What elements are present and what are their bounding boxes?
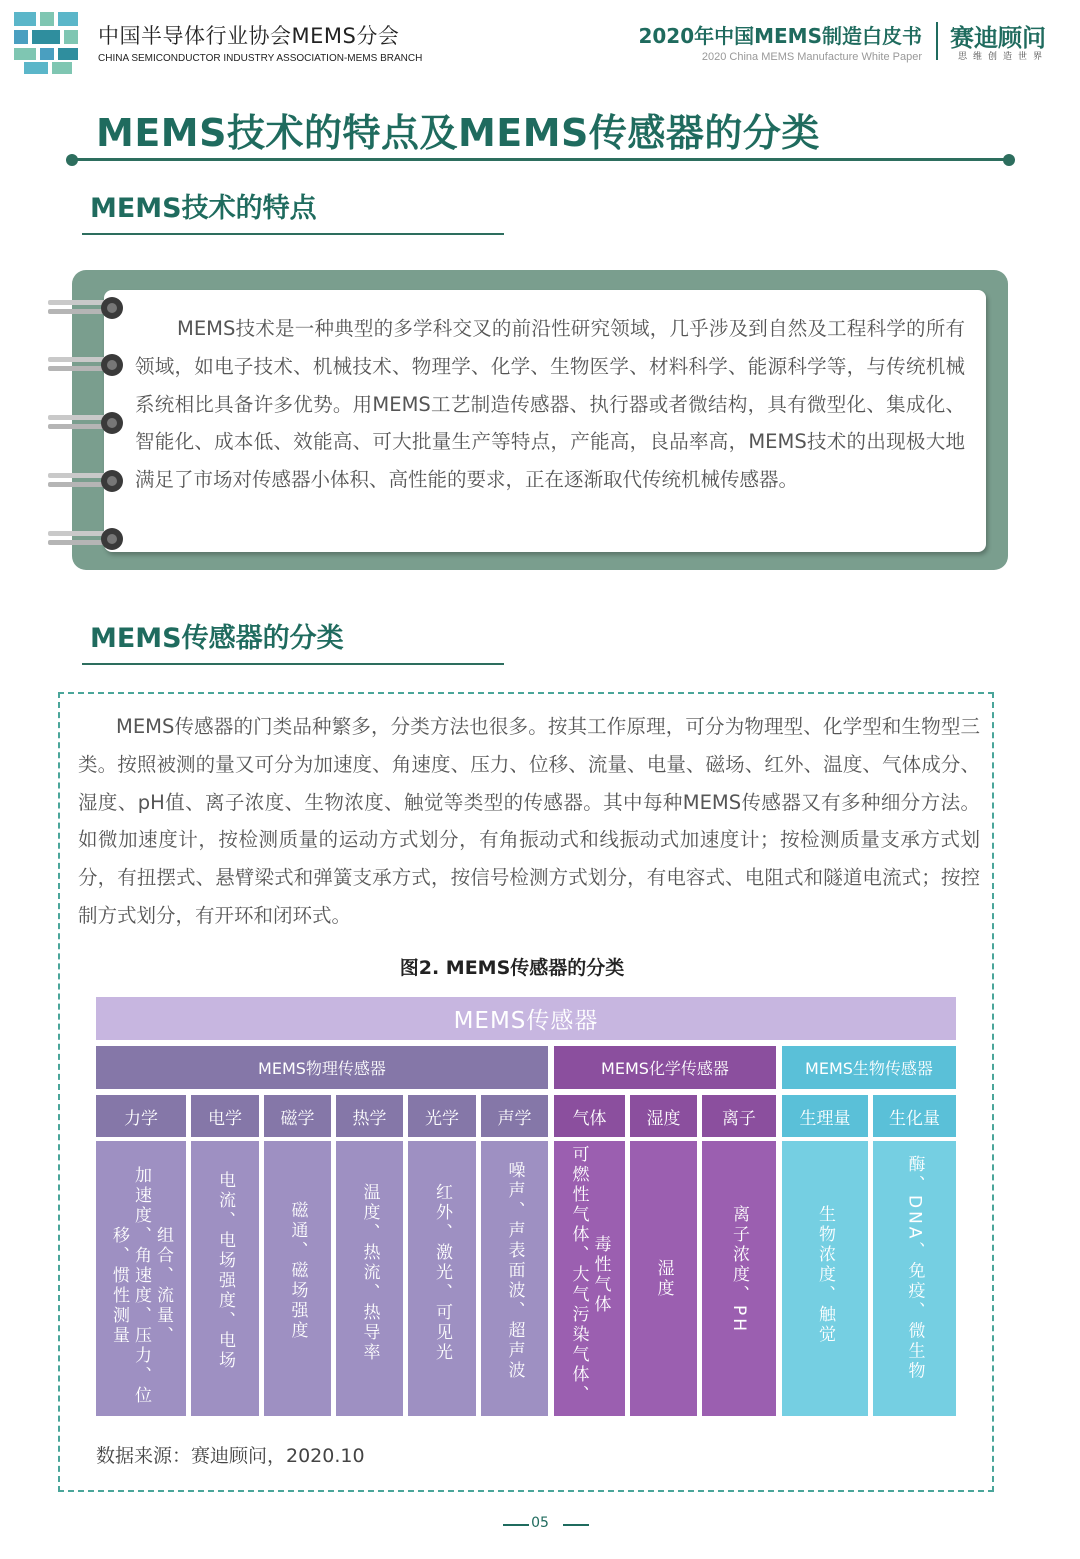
- detail-physiological-text: 生物浓度、触觉: [815, 1205, 835, 1345]
- binder-ring-icon: [48, 410, 124, 436]
- page-number-right-rule: [563, 1524, 589, 1526]
- category-ion: 离子: [702, 1095, 776, 1137]
- section-title-classification: MEMS传感器的分类: [90, 623, 344, 654]
- detail-magnetics-text: 磁通、磁场强度: [287, 1201, 308, 1341]
- brand-logo-text: 赛迪顾问: [950, 23, 1046, 52]
- group-chemical-sensors: MEMS化学传感器: [554, 1046, 776, 1089]
- group-physical-sensors: MEMS物理传感器: [96, 1046, 548, 1089]
- category-humidity: 湿度: [630, 1095, 697, 1137]
- detail-biochemical: [873, 1141, 956, 1416]
- detail-humidity-text: 湿度: [653, 1259, 674, 1299]
- detail-electrics: [191, 1141, 259, 1416]
- binder-ring-icon: [48, 352, 124, 378]
- category-gas: 气体: [554, 1095, 625, 1137]
- section-underline-classification: [82, 663, 504, 665]
- detail-acoustics-text: 噪声、声表面波、超声波: [504, 1161, 525, 1381]
- title-underline: [70, 158, 1010, 161]
- binder-ring-icon: [48, 468, 124, 494]
- detail-optics: [408, 1141, 476, 1416]
- detail-mechanics: [96, 1141, 186, 1416]
- binder-ring-icon: [48, 295, 124, 321]
- section-underline-features: [82, 233, 504, 235]
- page-number: 05: [531, 1515, 549, 1531]
- section-title-features: MEMS技术的特点: [90, 193, 317, 224]
- category-biochemical: 生化量: [873, 1095, 956, 1137]
- report-title-cn: 2020年中国MEMS制造白皮书: [638, 24, 922, 48]
- detail-biochemical-text: 酶、DNA、免疫、微生物: [904, 1155, 925, 1382]
- category-acoustics: 声学: [481, 1095, 548, 1137]
- header-divider: [936, 22, 938, 60]
- detail-optics-text: 红外、激光、可见光: [432, 1183, 452, 1363]
- detail-electrics-text: 电流、电场强度、电场: [215, 1171, 235, 1371]
- page-title: MEMS技术的特点及MEMS传感器的分类: [96, 111, 820, 155]
- organization-name-en: CHINA SEMICONDUCTOR INDUSTRY ASSOCIATION-MEMS BRANCH: [98, 53, 423, 64]
- category-thermal: 热学: [336, 1095, 403, 1137]
- diagram-root-node: MEMS传感器: [96, 997, 956, 1040]
- report-title-en: 2020 China MEMS Manufacture White Paper: [701, 51, 922, 63]
- classification-paragraph: MEMS传感器的门类品种繁多，分类方法也很多。按其工作原理，可分为物理型、化学型和生物型三类。按照被测的量又可分为加速度、角速度、压力、位移、流量、电量、磁场、红外、温度、气体成分、湿度、pH值、离子浓度、生物浓度、触觉等类型的传感器。其中每种MEMS传感器又有多种细分方法。如微加速度计，按检测质量的运动方式划分，有角振动式和线振动式加速度计；按检测质量支承方式划分，有扭摆式、悬臂梁式和弹簧支承方式，按信号检测方式划分，有电容式、电阻式和隧道电流式；按控制方式划分，有开环和闭环式。: [78, 715, 980, 927]
- features-paragraph: MEMS技术是一种典型的多学科交叉的前沿性研究领域，几乎涉及到自然及工程科学的所有领域，如电子技术、机械技术、物理学、化学、生物医学、材料科学、能源科学等，与传统机械系统相比具备许多优势。用MEMS工艺制造传感器、执行器或者微结构，具有微型化、集成化、智能化、成本低、效能高、可大批量生产等特点，产能高，良品率高，MEMS技术的出现极大地满足了市场对传感器小体积、高性能的要求，正在逐渐取代传统机械传感器。: [135, 317, 965, 492]
- association-logo: [14, 12, 78, 74]
- detail-acoustics: [481, 1141, 548, 1416]
- detail-gas-text: 毒性气体 可燃性气体、大气污染气体、: [568, 1145, 611, 1405]
- category-electrics: 电学: [191, 1095, 259, 1137]
- detail-humidity: [630, 1141, 697, 1416]
- detail-thermal-text: 温度、热流、热导率: [359, 1183, 380, 1363]
- category-mechanics: 力学: [96, 1095, 186, 1137]
- detail-physiological: [782, 1141, 868, 1416]
- detail-thermal: [336, 1141, 403, 1416]
- category-optics: 光学: [408, 1095, 476, 1137]
- category-magnetics: 磁学: [264, 1095, 331, 1137]
- title-rule-right-dot: [1003, 154, 1015, 166]
- detail-ion: [702, 1141, 776, 1416]
- detail-gas: [554, 1141, 625, 1416]
- binder-ring-icon: [48, 526, 124, 552]
- data-source-note: 数据来源：赛迪顾问，2020.10: [96, 1445, 365, 1467]
- organization-name-cn: 中国半导体行业协会MEMS分会: [98, 24, 400, 48]
- brand-slogan: 思维创造世界: [958, 52, 1049, 62]
- group-biological-sensors: MEMS生物传感器: [782, 1046, 956, 1089]
- detail-magnetics: [264, 1141, 331, 1416]
- detail-mechanics-text: 组合、流量、 加速度、角速度、压力、位移、惯性测量: [109, 1165, 173, 1406]
- category-physiological: 生理量: [782, 1095, 868, 1137]
- detail-ion-text: 离子浓度、PH: [729, 1205, 749, 1335]
- figure-caption: 图2. MEMS传感器的分类: [399, 957, 625, 979]
- title-rule-left-dot: [66, 154, 78, 166]
